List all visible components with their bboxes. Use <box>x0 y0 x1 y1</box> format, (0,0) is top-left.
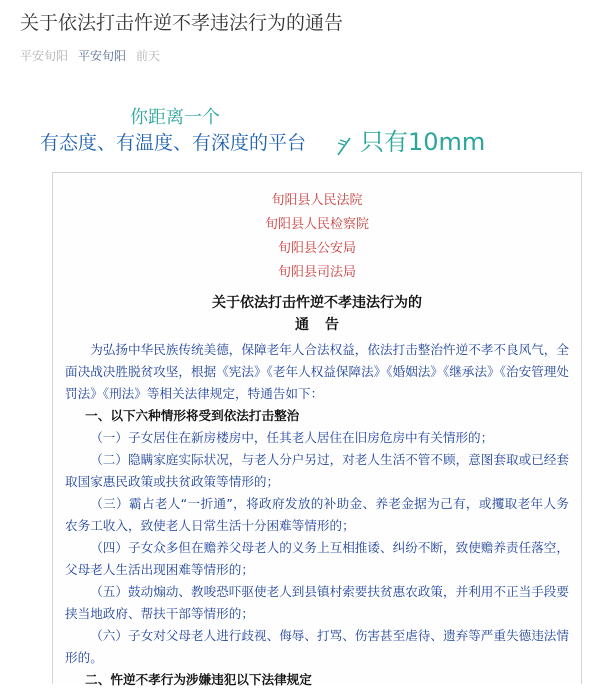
notice-title: 关于依法打击忤逆不孝违法行为的 <box>212 295 422 311</box>
feather-icon <box>335 135 353 162</box>
article-time: 前天 <box>136 49 161 63</box>
notice-body <box>65 339 569 691</box>
slogan-line-3: 只有10mm <box>360 128 486 156</box>
list-item: （六）子女对父母老人进行歧视、侮辱、打骂、伤害甚至虐待、遗弃等严重失德违法情形的。 <box>65 628 569 665</box>
article-meta <box>20 48 580 64</box>
org-police: 旬阳县公安局 <box>277 241 356 256</box>
list-item: （二）隐瞒家庭实际状况，与老人分户另过，对老人生活不管不顾，意图套取或已经套取国家惠民政策或扶贫政策等情形的； <box>65 452 569 489</box>
org-procuratorate: 旬阳县人民检察院 <box>264 217 369 232</box>
list-item: （三）霸占老人“一折通”，将政府发放的补助金、养老金据为己有，或攫取老年人务农务工收入，致使老人日常生活十分困难等情形的； <box>65 496 569 533</box>
slogan-line-1: 你距离一个 <box>130 107 220 128</box>
article-author-link[interactable]: 平安旬阳 <box>78 49 127 63</box>
section-heading-2: 二、忤逆不孝行为涉嫌违犯以下法律规定 <box>85 672 312 687</box>
notice-subtitle: 通告 <box>295 317 355 333</box>
org-court: 旬阳县人民法院 <box>271 193 363 208</box>
slogan-banner <box>0 100 600 160</box>
notice-image <box>52 172 582 687</box>
slogan-line-2: 有态度、有温度、有深度的平台 <box>40 132 307 154</box>
list-item: （一）子女居住在新房楼房中，任其老人居住在旧房危房中有关情形的； <box>90 430 494 445</box>
list-item: （四）子女众多但在赡养父母老人的义务上互相推诿、纠纷不断，致使赡养责任落空，父母老人生活出现困难等情形的； <box>65 540 569 577</box>
org-justice: 旬阳县司法局 <box>277 265 356 280</box>
section-heading-1: 一、以下六种情形将受到依法打击整治 <box>85 408 300 423</box>
article-title: 关于依法打击忤逆不孝违法行为的通告 <box>20 12 344 34</box>
issuing-organizations <box>53 191 581 283</box>
notice-intro: 为弘扬中华民族传统美德，保障老年人合法权益，依法打击整治忤逆不孝不良风气，全面决战决胜脱贫攻坚，根据《宪法》《老年人权益保障法》《婚姻法》《继承法》《治安管理处罚法》《刑法》等相关法律规定，特通告如下： <box>65 342 569 401</box>
article-source: 平安旬阳 <box>20 49 69 63</box>
article-header <box>0 0 600 64</box>
list-item: （五）鼓动煽动、教唆恐吓驱使老人到县镇村索要扶贫惠农政策，并利用不正当手段要挟当地政府、帮扶干部等情形的； <box>65 584 569 621</box>
